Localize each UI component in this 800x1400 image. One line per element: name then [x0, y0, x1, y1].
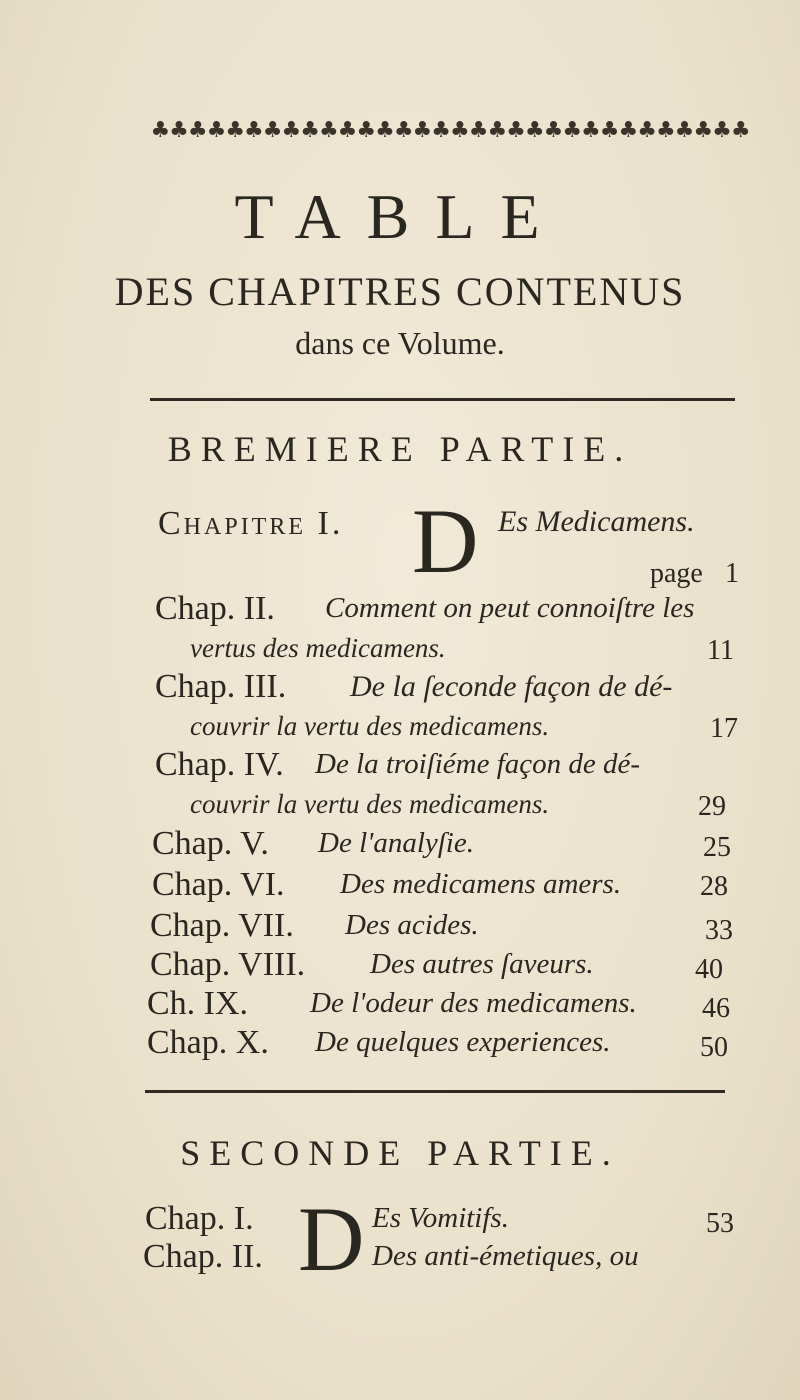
chapter-3-label: Chap. III. [155, 668, 287, 705]
chapter-4-label: Chap. IV. [155, 746, 284, 783]
chapter-2-page: 11 [707, 635, 734, 666]
chapter-9-text: De l'odeur des medicamens. [310, 987, 637, 1019]
chapter-10-page: 50 [700, 1032, 728, 1063]
chapter-7-label: Chap. VII. [150, 907, 294, 944]
chapter-4-text: De la troiſiéme façon de dé- [315, 748, 641, 780]
chapter-1-page-prefix: page [650, 558, 703, 589]
divider-rule-2 [145, 1090, 725, 1093]
part-heading-2: SECONDE PARTIE. [180, 1133, 620, 1173]
chapter-5-page: 25 [703, 832, 731, 863]
chapter-7-text: Des acides. [345, 909, 479, 941]
chapter-1-dropcap: D [412, 490, 479, 592]
part-heading-1: BREMIERE PARTIE. [167, 429, 633, 469]
part2-chapter-1-page: 53 [706, 1208, 734, 1239]
chapter-6-label: Chap. VI. [152, 866, 285, 903]
chapter-3-text: De la ſeconde façon de dé- [350, 670, 673, 703]
chapter-4-page: 29 [698, 791, 726, 822]
part2-chapter-1-label: Chap. I. [145, 1200, 254, 1237]
chapter-1-text: Es Medicamens. [498, 505, 695, 538]
chapter-5-label: Chap. V. [152, 825, 269, 862]
chapter-9-page: 46 [702, 993, 730, 1024]
chapter-8-text: Des autres ſaveurs. [370, 948, 594, 980]
page-title: TABLE [234, 181, 566, 252]
chapter-10-text: De quelques experiences. [315, 1026, 611, 1058]
chapter-4-cont: couvrir la vertu des medicamens. [190, 789, 550, 819]
chapter-9-label: Ch. IX. [147, 985, 249, 1022]
part2-chapter-2-text: Des anti-émetiques, ou [372, 1240, 639, 1272]
chapter-6-page: 28 [700, 871, 728, 902]
chapter-3-page: 17 [710, 713, 738, 744]
ornament-border: ♣♣♣♣♣♣♣♣♣♣♣♣♣♣♣♣♣♣♣♣♣♣♣♣♣♣♣♣♣♣♣♣ [150, 118, 750, 143]
chapter-8-page: 40 [695, 954, 723, 985]
page-subtitle-2: dans ce Volume. [295, 325, 505, 361]
chapter-3-cont: couvrir la vertu des medicamens. [190, 711, 550, 741]
chapter-6-text: Des medicamens amers. [340, 868, 622, 900]
chapter-2-text: Comment on peut connoiſtre les [325, 592, 695, 624]
chapter-1-page: 1 [725, 558, 739, 589]
chapter-1-label: Chapitre I. [158, 505, 344, 542]
chapter-7-page: 33 [705, 915, 733, 946]
chapter-2-label: Chap. II. [155, 590, 275, 627]
page-subtitle: DES CHAPITRES CONTENUS [114, 269, 686, 314]
part2-chapter-1-text: Es Vomitifs. [372, 1202, 509, 1234]
part2-chapter-1-dropcap: D [298, 1188, 365, 1290]
chapter-10-label: Chap. X. [147, 1024, 269, 1061]
chapter-5-text: De l'analyſie. [318, 827, 474, 859]
part2-chapter-2-label: Chap. II. [143, 1238, 263, 1275]
divider-rule-1 [150, 398, 735, 401]
chapter-8-label: Chap. VIII. [150, 946, 306, 983]
chapter-2-cont: vertus des medicamens. [190, 633, 446, 663]
